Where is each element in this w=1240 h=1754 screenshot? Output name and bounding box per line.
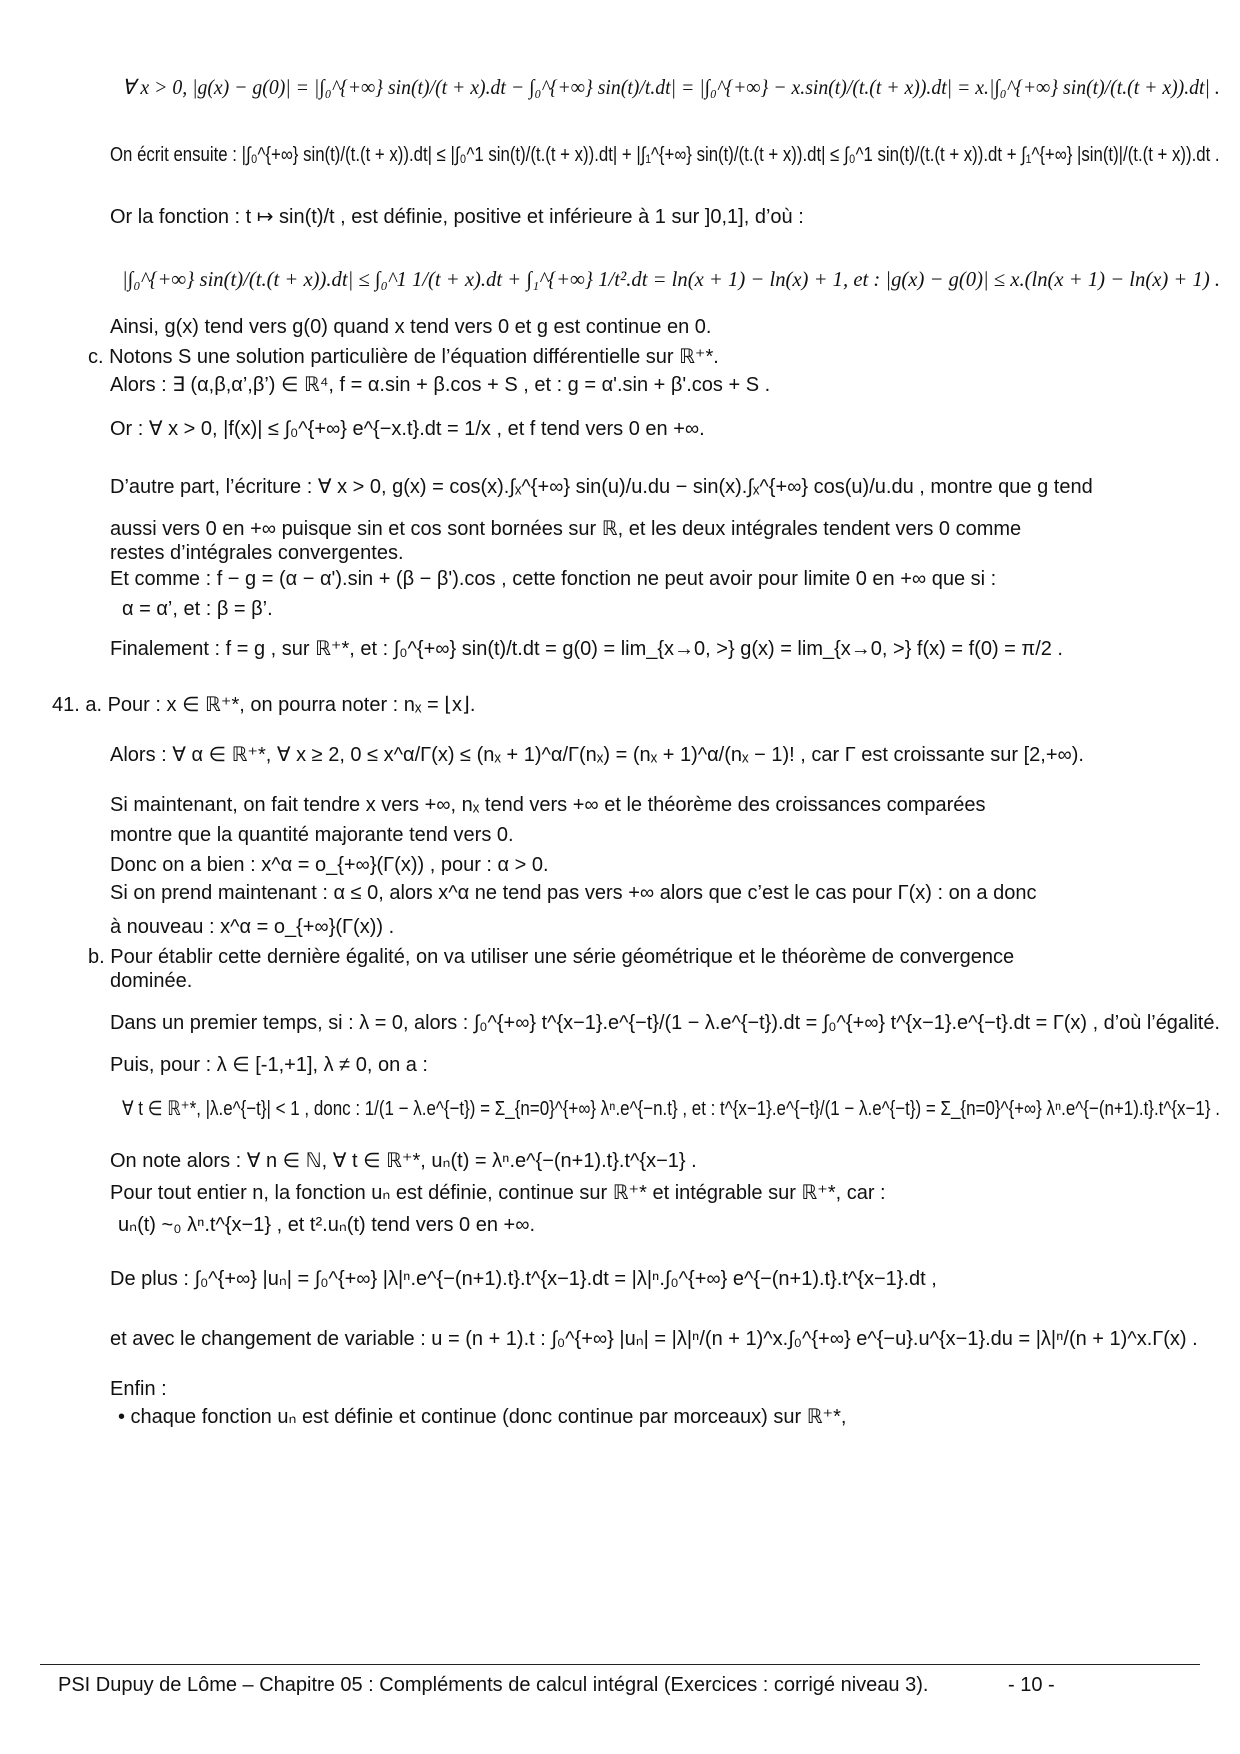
text-line: Dans un premier temps, si : λ = 0, alors : ∫₀^{+∞} t^{x−1}.e^{−t}/(1 − λ.e^{−t}).dt = ∫₀^{+∞} t^{x−1}.e^{−t}.dt = Γ(x) , d’où l’égalité. — [110, 1012, 1220, 1034]
text-line: montre que la quantité majorante tend vers 0. — [110, 824, 514, 846]
text-line: Alors : ∀ α ∈ ℝ⁺*, ∀ x ≥ 2, 0 ≤ x^α/Γ(x) ≤ (nₓ + 1)^α/Γ(nₓ) = (nₓ + 1)^α/(nₓ − 1)! , car Γ est croissante sur [2,+∞). — [110, 744, 1084, 766]
text-line: • chaque fonction uₙ est définie et continue (donc continue par morceaux) sur ℝ⁺*, — [118, 1406, 847, 1428]
text-line: On écrit ensuite : |∫₀^{+∞} sin(t)/(t.(t + x)).dt| ≤ |∫₀^1 sin(t)/(t.(t + x)).dt| + |∫₁^{+∞} sin(t)/(t.(t + x)).dt| ≤ ∫₀^1 sin(t)/(t.(t + x)).dt + ∫₁^{+∞} |sin(t)|/(t.(t + x)).dt . — [110, 144, 1220, 166]
text-line: à nouveau : x^α = o_{+∞}(Γ(x)) . — [110, 916, 395, 938]
text-line: Ainsi, g(x) tend vers g(0) quand x tend vers 0 et g est continue en 0. — [110, 316, 712, 338]
text-line: De plus : ∫₀^{+∞} |uₙ| = ∫₀^{+∞} |λ|ⁿ.e^{−(n+1).t}.t^{x−1}.dt = |λ|ⁿ.∫₀^{+∞} e^{−(n+1).t}.t^{x−1}.dt , — [110, 1268, 937, 1290]
text-line: restes d’intégrales convergentes. — [110, 542, 404, 564]
text-line: On note alors : ∀ n ∈ ℕ, ∀ t ∈ ℝ⁺*, uₙ(t) = λⁿ.e^{−(n+1).t}.t^{x−1} . — [110, 1150, 697, 1172]
page-number: - 10 - — [1008, 1674, 1055, 1696]
text-line: Donc on a bien : x^α = o_{+∞}(Γ(x)) , pour : α > 0. — [110, 854, 549, 876]
text-line: b. Pour établir cette dernière égalité, on va utiliser une série géométrique et le théorème de convergence — [88, 946, 1015, 968]
footer-divider — [40, 1664, 1200, 1665]
text-line: Finalement : f = g , sur ℝ⁺*, et : ∫₀^{+∞} sin(t)/t.dt = g(0) = lim_{x→0, >} g(x) = lim_{x→0, >} f(x) = f(0) = π/2 . — [110, 638, 1063, 660]
text-line: ∀ t ∈ ℝ⁺*, |λ.e^{−t}| < 1 , donc : 1/(1 − λ.e^{−t}) = Σ_{n=0}^{+∞} λⁿ.e^{−n.t} , et : t^{x−1}.e^{−t}/(1 − λ.e^{−t}) = Σ_{n=0}^{+∞} λⁿ.e^{−(n+1).t}.t^{x−1} . — [122, 1098, 1220, 1120]
text-line: et avec le changement de variable : u = (n + 1).t : ∫₀^{+∞} |uₙ| = |λ|ⁿ/(n + 1)^x.∫₀^{+∞} e^{−u}.u^{x−1}.du = |λ|ⁿ/(n + 1)^x.Γ(x) . — [110, 1328, 1198, 1350]
text-line: α = α’, et : β = β’. — [122, 598, 273, 620]
text-line: Pour tout entier n, la fonction uₙ est définie, continue sur ℝ⁺* et intégrable sur ℝ⁺*, car : — [110, 1182, 886, 1204]
text-line: Puis, pour : λ ∈ [-1,+1], λ ≠ 0, on a : — [110, 1054, 428, 1076]
text-line: Or : ∀ x > 0, |f(x)| ≤ ∫₀^{+∞} e^{−x.t}.dt = 1/x , et f tend vers 0 en +∞. — [110, 418, 705, 440]
text-line: Alors : ∃ (α,β,α’,β’) ∈ ℝ⁴, f = α.sin + β.cos + S , et : g = α'.sin + β'.cos + S . — [110, 374, 771, 396]
footer-title: PSI Dupuy de Lôme – Chapitre 05 : Compléments de calcul intégral (Exercices : corrigé niveau 3). — [58, 1674, 929, 1696]
text-line: Si on prend maintenant : α ≤ 0, alors x^α ne tend pas vers +∞ alors que c’est le cas pour Γ(x) : on a donc — [110, 882, 1037, 904]
text-line: Et comme : f − g = (α − α').sin + (β − β').cos , cette fonction ne peut avoir pour limite 0 en +∞ que si : — [110, 568, 997, 590]
text-line: Si maintenant, on fait tendre x vers +∞, nₓ tend vers +∞ et le théorème des croissances comparées — [110, 794, 986, 816]
text-line: dominée. — [110, 970, 193, 992]
text-line: ∀ x > 0, |g(x) − g(0)| = |∫₀^{+∞} sin(t)/(t + x).dt − ∫₀^{+∞} sin(t)/t.dt| = |∫₀^{+∞} − x.sin(t)/(t.(t + x)).dt| = x.|∫₀^{+∞} sin(t)/(t.(t + x)).dt| . — [122, 75, 1220, 99]
text-line: uₙ(t) ~₀ λⁿ.t^{x−1} , et t².uₙ(t) tend vers 0 en +∞. — [118, 1214, 536, 1236]
text-line: c. Notons S une solution particulière de l’équation différentielle sur ℝ⁺*. — [88, 346, 719, 368]
text-line: |∫₀^{+∞} sin(t)/(t.(t + x)).dt| ≤ ∫₀^1 1/(t + x).dt + ∫₁^{+∞} 1/t².dt = ln(x + 1) − ln(x) + 1, et : |g(x) − g(0)| ≤ x.(ln(x + 1) − ln(x) + 1) . — [122, 267, 1221, 291]
text-line: Or la fonction : t ↦ sin(t)/t , est définie, positive et inférieure à 1 sur ]0,1], d’où : — [110, 206, 804, 228]
text-line: D’autre part, l’écriture : ∀ x > 0, g(x) = cos(x).∫ₓ^{+∞} sin(u)/u.du − sin(x).∫ₓ^{+∞} cos(u)/u.du , montre que g tend — [110, 476, 1093, 498]
text-line: Enfin : — [110, 1378, 167, 1400]
text-line: aussi vers 0 en +∞ puisque sin et cos sont bornées sur ℝ, et les deux intégrales tendent vers 0 comme — [110, 518, 1022, 540]
text-line: 41. a. Pour : x ∈ ℝ⁺*, on pourra noter : nₓ = ⌊x⌋. — [52, 694, 476, 716]
